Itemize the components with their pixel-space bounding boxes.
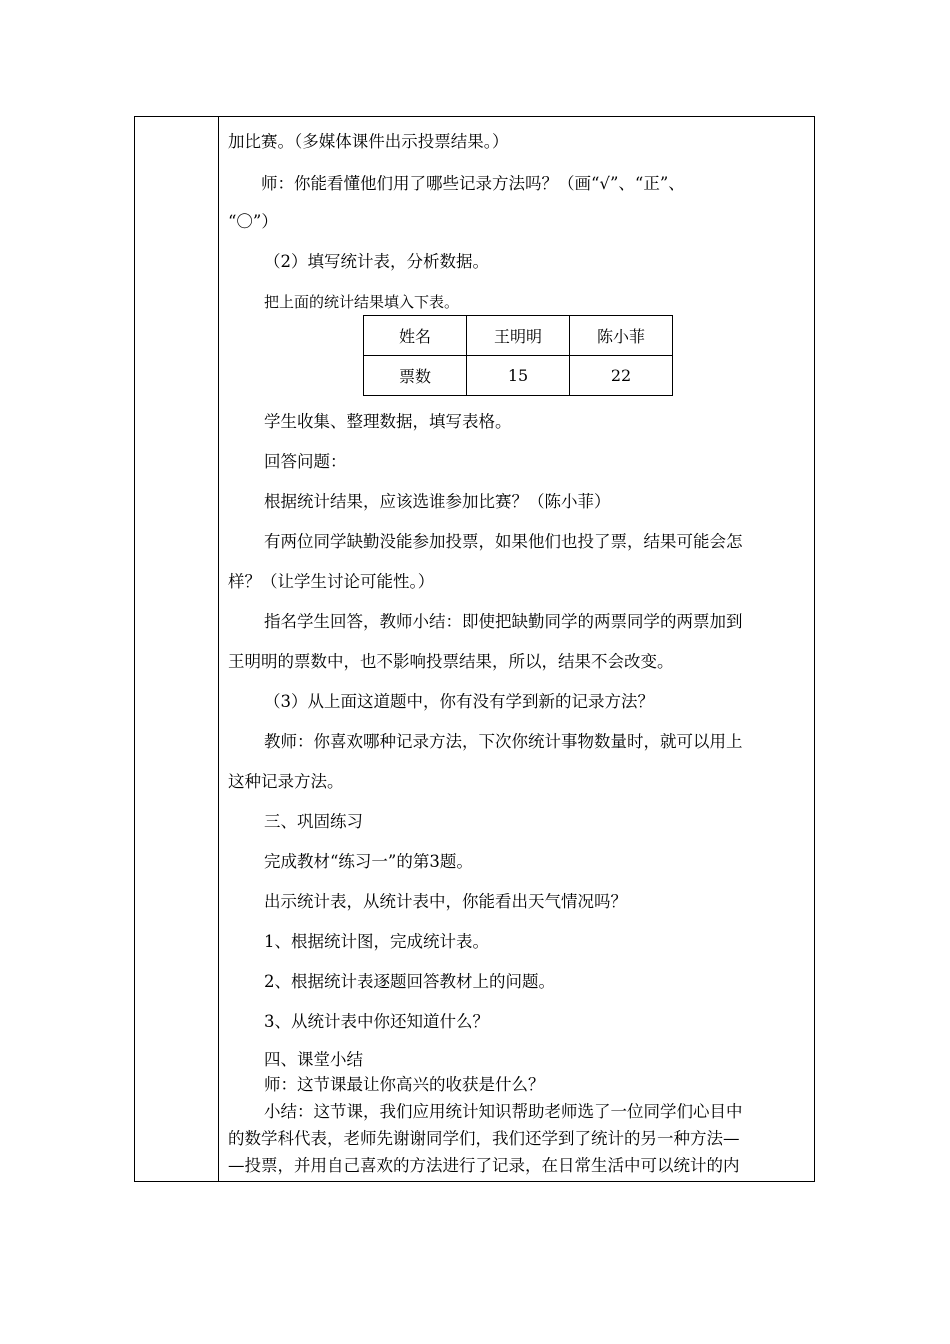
text-line: 完成教材“练习一”的第3题。 <box>264 852 473 871</box>
table-row <box>364 356 673 396</box>
text-line: 回答问题： <box>264 452 347 471</box>
table-cell: 陈小菲 <box>570 316 673 356</box>
text-line: 有两位同学缺勤没能参加投票，如果他们也投了票，结果可能会怎 <box>264 532 743 551</box>
text-line: 教师：你喜欢哪种记录方法，下次你统计事物数量时，就可以用上 <box>264 732 743 751</box>
text-line: （2）填写统计表，分析数据。 <box>264 252 489 271</box>
table-cell: 15 <box>467 356 570 396</box>
text-line: 小结：这节课，我们应用统计知识帮助老师选了一位同学们心目中 <box>264 1102 743 1121</box>
text-line: 王明明的票数中，也不影响投票结果，所以，结果不会改变。 <box>228 652 674 671</box>
text-line: “〇”） <box>228 212 278 231</box>
column-divider <box>218 116 219 1182</box>
text-line: 把上面的统计结果填入下表。 <box>264 293 460 311</box>
text-line: 这种记录方法。 <box>228 772 344 791</box>
text-line: 师：这节课最让你高兴的收获是什么？ <box>264 1075 545 1094</box>
text-line: 的数学科代表，老师先谢谢同学们，我们还学到了统计的另一种方法— <box>228 1129 740 1148</box>
table-cell: 姓名 <box>364 316 467 356</box>
section-heading: 三、巩固练习 <box>264 812 363 831</box>
lesson-content <box>228 116 810 1182</box>
table-cell: 票数 <box>364 356 467 396</box>
text-line: 样？（让学生讨论可能性。） <box>228 572 435 591</box>
text-line: 出示统计表，从统计表中，你能看出天气情况吗？ <box>264 892 627 911</box>
table-row <box>364 316 673 356</box>
text-line: 3、从统计表中你还知道什么？ <box>264 1012 489 1031</box>
text-line: 2、根据统计表逐题回答教材上的问题。 <box>264 972 555 991</box>
table-cell: 22 <box>570 356 673 396</box>
section-heading: 四、课堂小结 <box>264 1050 363 1069</box>
text-line: 根据统计结果，应该选谁参加比赛？（陈小菲） <box>264 492 611 511</box>
vote-table <box>363 315 673 396</box>
text-line: 1、根据统计图，完成统计表。 <box>264 932 489 951</box>
text-line: 加比赛。（多媒体课件出示投票结果。） <box>228 132 509 151</box>
text-line: 指名学生回答，教师小结：即使把缺勤同学的两票同学的两票加到 <box>264 612 743 631</box>
text-line: 学生收集、整理数据，填写表格。 <box>264 412 512 431</box>
text-line: （3）从上面这道题中，你有没有学到新的记录方法？ <box>264 692 654 711</box>
table-cell: 王明明 <box>467 316 570 356</box>
text-line: —投票，并用自己喜欢的方法进行了记录，在日常生活中可以统计的内 <box>228 1156 740 1175</box>
text-line: 师：你能看懂他们用了哪些记录方法吗？（画“√”、“正”、 <box>261 174 685 193</box>
